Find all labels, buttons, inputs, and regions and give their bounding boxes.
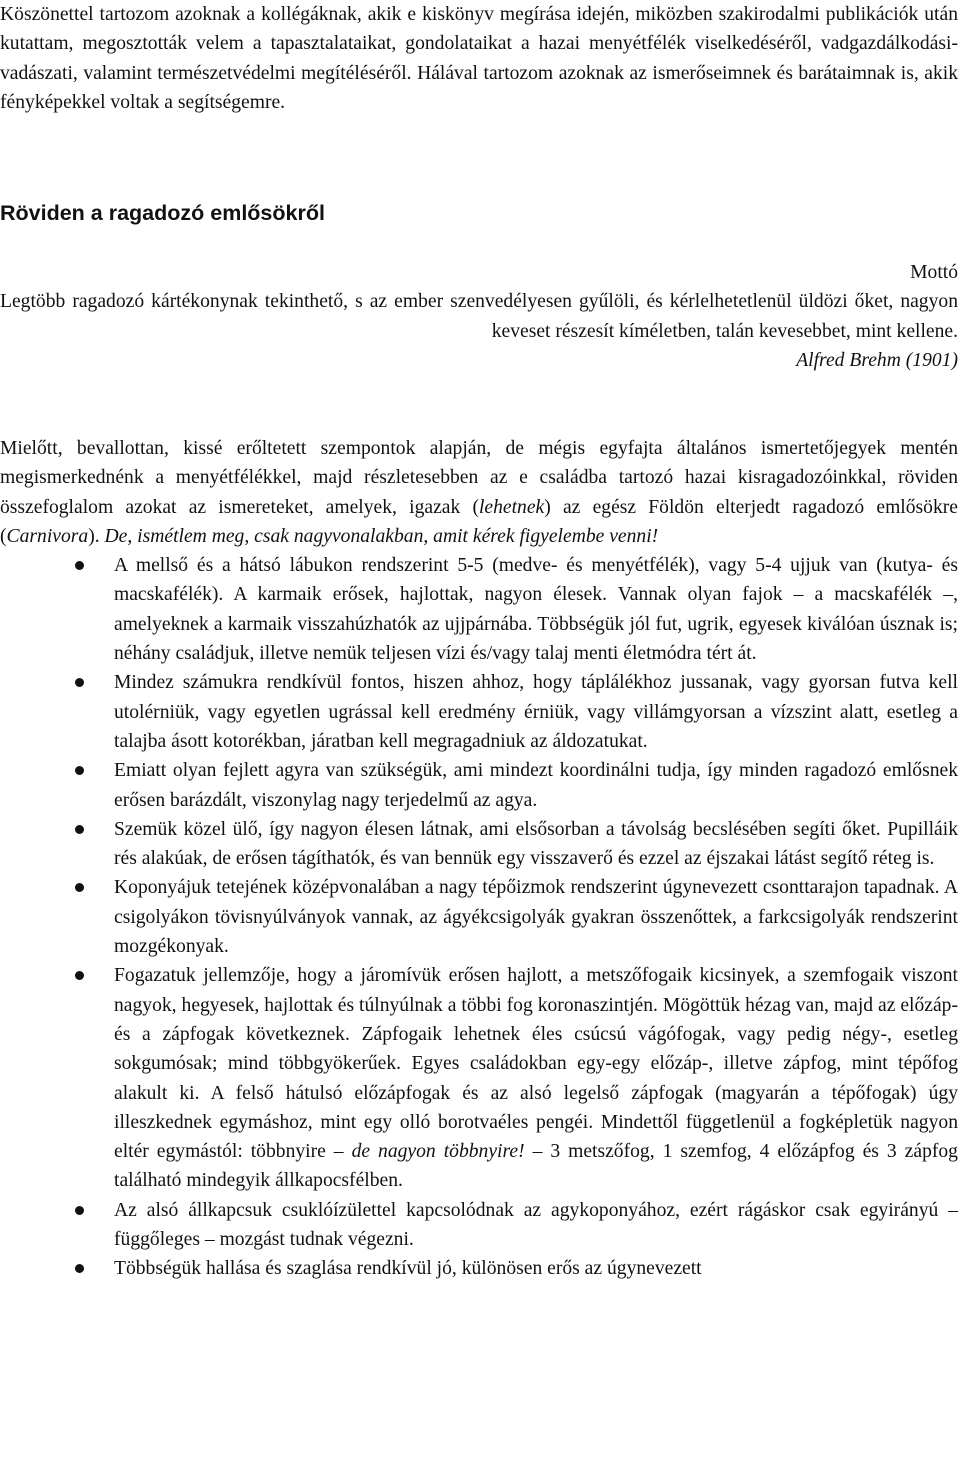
bullet-list bbox=[0, 551, 958, 1283]
bullet-icon bbox=[75, 1264, 84, 1273]
lead-italic-1: lehetnek bbox=[478, 496, 545, 518]
lead-text-1: Mielőtt, bevallottan, kissé erőltetett szempontok alapján, de mégis egyfajta általános ismertetőjegyek mentén megismerkednénk a menyétfélékkel, majd részletesebben az e családba tartozó hazai kisragadozóinkkal, röviden összefoglalom azokat az ismereteket, amelyek, igazak ( bbox=[0, 438, 958, 518]
bullet-icon bbox=[75, 766, 84, 775]
lead-italic-3: De, ismétlem meg, csak nagyvonalakban, amit kérek figyelembe venni! bbox=[104, 525, 659, 547]
list-item bbox=[0, 1254, 958, 1283]
motto-author: Alfred Brehm (1901) bbox=[796, 349, 958, 371]
lead-paragraph bbox=[0, 434, 958, 551]
list-item-text: Többségük hallása és szaglása rendkívül jó, különösen erős az úgynevezett bbox=[114, 1258, 702, 1280]
lead-text-3: ). bbox=[88, 525, 105, 547]
bullet-icon bbox=[75, 825, 84, 834]
list-item-text: Fogazatuk jellemzője, hogy a járomívük erősen hajlott, a metszőfogaik kicsinyek, a szemfogaik viszont nagyok, hegyesek, hajlottak és túlnyúlnak a többi fog koronaszintjén. Mögöttük hézag van, majd az előzáp- és a zápfogak következnek. Zápfogaik lehetnek éles csúcsú vágófogak, vagy pedig négy-, esetleg sokgumósak; mind többgyökerűek. Egyes családokban egy-egy előzáp-, illetve zápfog, mint tépőfog alakult ki. A felső hátulsó előzápfogak és az alsó legelső zápfogak (magyarán a tépőfogak) úgy illeszkednek egymáshoz, mint egy olló borotvaéles pengéi. Mindettől függetlenül a fogképletük nagyon eltér egymástól: többnyire – bbox=[114, 965, 958, 1163]
list-item bbox=[0, 668, 958, 756]
bullet-icon bbox=[75, 561, 84, 570]
section-heading: Röviden a ragadozó emlősökről bbox=[0, 201, 325, 225]
list-item-text: Szemük közel ülő, így nagyon élesen látnak, ami elsősorban a távolság becslésében segíti őket. Pupilláik rés alakúak, de erősen tágíthatók, és van bennük egy visszaverő és ezzel az éjszakai látást segítő réteg is. bbox=[114, 818, 958, 870]
list-item-italic: de nagyon többnyire! bbox=[351, 1141, 525, 1163]
list-item bbox=[0, 551, 958, 668]
bullet-icon bbox=[75, 678, 84, 687]
list-item bbox=[0, 815, 958, 874]
list-item bbox=[0, 873, 958, 961]
lead-text-2: ) az egész Földön elterjedt ragadozó emlősökre ( bbox=[0, 496, 958, 547]
list-item-text: A mellső és a hátsó lábukon rendszerint 5-5 (medve- és menyétfélék), vagy 5-4 ujjuk van (kutya- és macskafélék). A karmaik erősek, hajlottak, nagyon élesek. Vannak olyan fajok – a macskafélék –, amelyeknek a karmaik visszahúzhatók az ujjpárnába. Többségük jól fut, ugrik, egyesek kiválóan úsznak is; néhány családjuk, illetve nemük teljesen vízi és/vagy talaj menti életmódra tért át. bbox=[114, 555, 958, 665]
list-item-text: Koponyájuk tetejének középvonalában a nagy tépőizmok rendszerint úgynevezett csonttarajon tapadnak. A csigolyákon tövisnyúlványok vannak, az ágyékcsigolyák gyakran összenőttek, a farkcsigolyák rendszerint mozgékonyak. bbox=[114, 877, 958, 958]
list-item-text: Emiatt olyan fejlett agyra van szükségük, ami mindezt koordinálni tudja, így minden ragadozó emlősnek erősen barázdált, viszonylag nagy terjedelmű az agya. bbox=[114, 760, 958, 811]
intro-paragraph: Köszönettel tartozom azoknak a kollégáknak, akik e kiskönyv megírása idején, miközben szakirodalmi publikációk után kutattam, megosztották velem a tapasztalataikat, gondolataikat a hazai menyétfélék viselkedéséről, vadgazdálkodási-vadászati, valamint természetvédelmi megítéléséről. Hálával tartozom azoknak az ismerőseimnek és barátaimnak is, akik fényképekkel voltak a segítségemre. bbox=[0, 4, 958, 113]
bullet-icon bbox=[75, 1206, 84, 1215]
list-item bbox=[0, 961, 958, 1195]
bullet-icon bbox=[75, 971, 84, 980]
main-text bbox=[0, 434, 958, 1284]
list-item bbox=[0, 756, 958, 815]
list-item-text: Mindez számukra rendkívül fontos, hiszen ahhoz, hogy táplálékhoz jussanak, vagy gyorsan futva kell utolérniük, vagy egyetlen ugrással kell eredmény érniük, vagy villámgyorsan a vízszint alatt, esetleg a talajba ásott kotorékban, járatban kell megragadniuk az áldozatukat. bbox=[114, 672, 958, 752]
motto-block bbox=[0, 258, 958, 375]
lead-italic-2: Carnivora bbox=[6, 525, 89, 547]
bullet-icon bbox=[75, 883, 84, 892]
list-item bbox=[0, 1196, 958, 1255]
motto-quote: Legtöbb ragadozó kártékonynak tekinthető, s az ember szenvedélyesen gyűlöli, és kérlelhetetlenül üldözi őket, nagyon keveset részesít kíméletben, talán kevesebbet, mint kellene. bbox=[0, 291, 958, 342]
list-item-text-2: – 3 metszőfog, 1 szemfog, 4 előzápfog és 3 zápfog található mindegyik állkapocsfélben. bbox=[114, 1141, 958, 1192]
list-item-text: Az alsó állkapcsuk csuklóízülettel kapcsolódnak az agykoponyához, ezért rágáskor csak egyirányú – függőleges – mozgást tudnak végezni. bbox=[114, 1199, 958, 1251]
motto-label: Mottó bbox=[910, 262, 958, 283]
